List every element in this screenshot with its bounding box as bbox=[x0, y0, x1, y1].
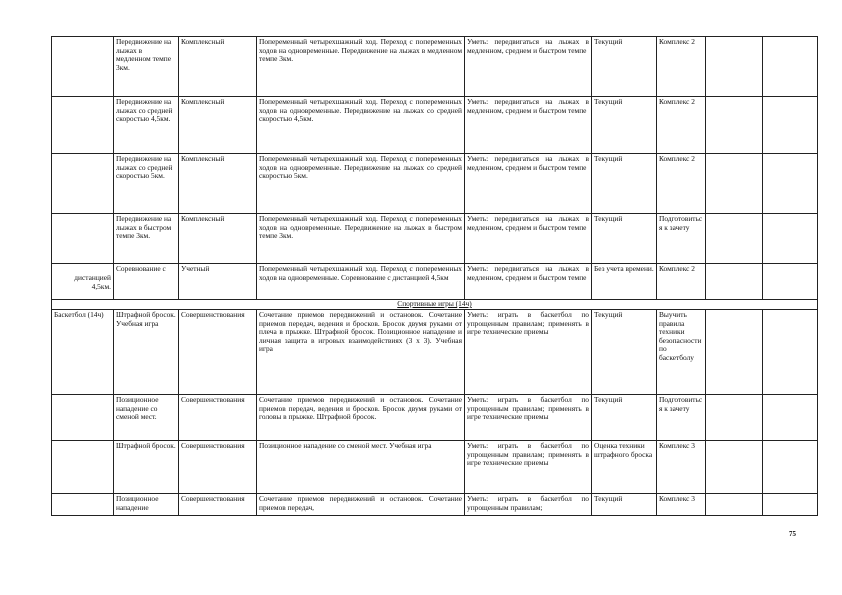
topic-cell: Передвижение на лыжах в быстром темпе 3км. bbox=[114, 214, 179, 264]
content-cell: Попеременный четырехшажный ход. Переход с попеременных ходов на одновременные. Передвижение на лыжах в медленном темпе 3км. bbox=[257, 37, 465, 97]
homework-cell: Комплекс 2 bbox=[657, 97, 706, 154]
section-cell bbox=[52, 494, 114, 516]
control-cell: Текущий bbox=[592, 395, 657, 441]
date-fact-cell bbox=[763, 310, 818, 395]
table-row bbox=[52, 154, 818, 214]
skills-cell: Уметь: передвигаться на лыжах в медленном, среднем и быстром темпе bbox=[465, 214, 592, 264]
homework-cell: Выучить правила техники безопасности по баскетболу bbox=[657, 310, 706, 395]
skills-cell: Уметь: играть в баскетбол по упрощенным правилам; применять в игре технические приемы bbox=[465, 441, 592, 494]
date-plan-cell bbox=[706, 264, 763, 300]
skills-cell: Уметь: передвигаться на лыжах в медленном, среднем и быстром темпе bbox=[465, 264, 592, 300]
control-cell: Без учета времени. bbox=[592, 264, 657, 300]
table-row bbox=[52, 264, 818, 300]
page-number: 75 bbox=[789, 530, 796, 538]
control-cell: Текущий bbox=[592, 310, 657, 395]
date-plan-cell bbox=[706, 494, 763, 516]
control-cell: Оценка техники штрафного броска bbox=[592, 441, 657, 494]
content-cell: Сочетание приемов передвижений и остановок. Сочетание приемов передач, ведения и бросков. Бросок двумя руками от плеча в прыжке. Штрафной бросок. Позиционное нападение и личная защита в игровых взаимодействиях (3 х 3). Учебная игра bbox=[257, 310, 465, 395]
table-row bbox=[52, 97, 818, 154]
section-cell bbox=[52, 441, 114, 494]
skills-cell: Уметь: играть в баскетбол по упрощенным правилам; bbox=[465, 494, 592, 516]
table-row bbox=[52, 494, 818, 516]
date-plan-cell bbox=[706, 37, 763, 97]
date-plan-cell bbox=[706, 310, 763, 395]
homework-cell: Комплекс 2 bbox=[657, 37, 706, 97]
section-cell bbox=[52, 37, 114, 97]
table-row bbox=[52, 395, 818, 441]
control-cell: Текущий bbox=[592, 97, 657, 154]
topic-cell: Позиционное нападение bbox=[114, 494, 179, 516]
skills-cell: Уметь: передвигаться на лыжах в медленном, среднем и быстром темпе bbox=[465, 97, 592, 154]
content-cell: Сочетание приемов передвижений и остановок. Сочетание приемов передач, ведения и бросков. Бросок двумя руками от головы в прыжке. Штрафной бросок. bbox=[257, 395, 465, 441]
section-cell: Баскетбол (14ч) bbox=[52, 310, 114, 395]
table-row bbox=[52, 37, 818, 97]
date-plan-cell bbox=[706, 154, 763, 214]
date-plan-cell bbox=[706, 395, 763, 441]
lesson-type-cell: Учетный bbox=[179, 264, 257, 300]
skills-cell: Уметь: играть в баскетбол по упрощенным правилам; применять в игре технические приемы bbox=[465, 395, 592, 441]
content-cell: Попеременный четырехшажный ход. Переход с попеременных ходов на одновременные. Передвижение на лыжах в быстром темпе 3км. bbox=[257, 214, 465, 264]
topic-cell: Передвижение на лыжах в медленном темпе 3км. bbox=[114, 37, 179, 97]
section-cell bbox=[52, 214, 114, 264]
section-cell bbox=[52, 395, 114, 441]
skills-cell: Уметь: передвигаться на лыжах в медленном, среднем и быстром темпе bbox=[465, 154, 592, 214]
section-cell: дистанцией 4,5км. bbox=[52, 264, 114, 300]
table-row bbox=[52, 310, 818, 395]
date-fact-cell bbox=[763, 37, 818, 97]
skills-cell: Уметь: передвигаться на лыжах в медленном, среднем и быстром темпе bbox=[465, 37, 592, 97]
homework-cell: Подготовиться к зачету bbox=[657, 214, 706, 264]
content-cell: Попеременный четырехшажный ход. Переход с попеременных ходов на одновременные. Передвижение на лыжах со средней скоростью 5км. bbox=[257, 154, 465, 214]
homework-cell: Подготовиться к зачету bbox=[657, 395, 706, 441]
topic-cell: Передвижение на лыжах со средней скоростью 4,5км. bbox=[114, 97, 179, 154]
date-fact-cell bbox=[763, 395, 818, 441]
table-row bbox=[52, 441, 818, 494]
topic-cell: Штрафной бросок. Учебная игра bbox=[114, 310, 179, 395]
section-cell bbox=[52, 154, 114, 214]
homework-cell: Комплекс 3 bbox=[657, 494, 706, 516]
topic-cell: Передвижение на лыжах со средней скоростью 5км. bbox=[114, 154, 179, 214]
section-cell bbox=[52, 97, 114, 154]
content-cell: Сочетание приемов передвижений и остановок. Сочетание приемов передач, bbox=[257, 494, 465, 516]
lesson-type-cell: Комплексный bbox=[179, 154, 257, 214]
lesson-type-cell: Комплексный bbox=[179, 214, 257, 264]
control-cell: Текущий bbox=[592, 214, 657, 264]
content-cell: Попеременный четырехшажный ход. Переход с попеременных ходов на одновременные. Соревнование с дистанцией 4,5км bbox=[257, 264, 465, 300]
topic-cell: Позиционное нападение со сменой мест. bbox=[114, 395, 179, 441]
lesson-plan-table bbox=[51, 36, 818, 516]
table-row bbox=[52, 214, 818, 264]
content-cell: Позиционное нападение со сменой мест. Учебная игра bbox=[257, 441, 465, 494]
date-fact-cell bbox=[763, 154, 818, 214]
lesson-type-cell: Совершенствования bbox=[179, 494, 257, 516]
homework-cell: Комплекс 3 bbox=[657, 441, 706, 494]
homework-cell: Комплекс 2 bbox=[657, 264, 706, 300]
topic-cell: Соревнование с bbox=[114, 264, 179, 300]
date-fact-cell bbox=[763, 214, 818, 264]
date-fact-cell bbox=[763, 494, 818, 516]
lesson-type-cell: Совершенствования bbox=[179, 310, 257, 395]
lesson-type-cell: Комплексный bbox=[179, 97, 257, 154]
lesson-type-cell: Комплексный bbox=[179, 37, 257, 97]
control-cell: Текущий bbox=[592, 494, 657, 516]
lesson-type-cell: Совершенствования bbox=[179, 441, 257, 494]
lesson-type-cell: Совершенствования bbox=[179, 395, 257, 441]
section-header: Спортивные игры (14ч) bbox=[52, 300, 818, 310]
topic-cell: Штрафной бросок. bbox=[114, 441, 179, 494]
date-fact-cell bbox=[763, 97, 818, 154]
control-cell: Текущий bbox=[592, 37, 657, 97]
date-fact-cell bbox=[763, 441, 818, 494]
date-plan-cell bbox=[706, 441, 763, 494]
section-header-row bbox=[52, 300, 818, 310]
date-fact-cell bbox=[763, 264, 818, 300]
date-plan-cell bbox=[706, 97, 763, 154]
control-cell: Текущий bbox=[592, 154, 657, 214]
date-plan-cell bbox=[706, 214, 763, 264]
content-cell: Попеременный четырехшажный ход. Переход с попеременных ходов на одновременные. Передвижение на лыжах со средней скоростью 4,5км. bbox=[257, 97, 465, 154]
homework-cell: Комплекс 2 bbox=[657, 154, 706, 214]
skills-cell: Уметь: играть в баскетбол по упрощенным правилам; применять в игре технические приемы bbox=[465, 310, 592, 395]
